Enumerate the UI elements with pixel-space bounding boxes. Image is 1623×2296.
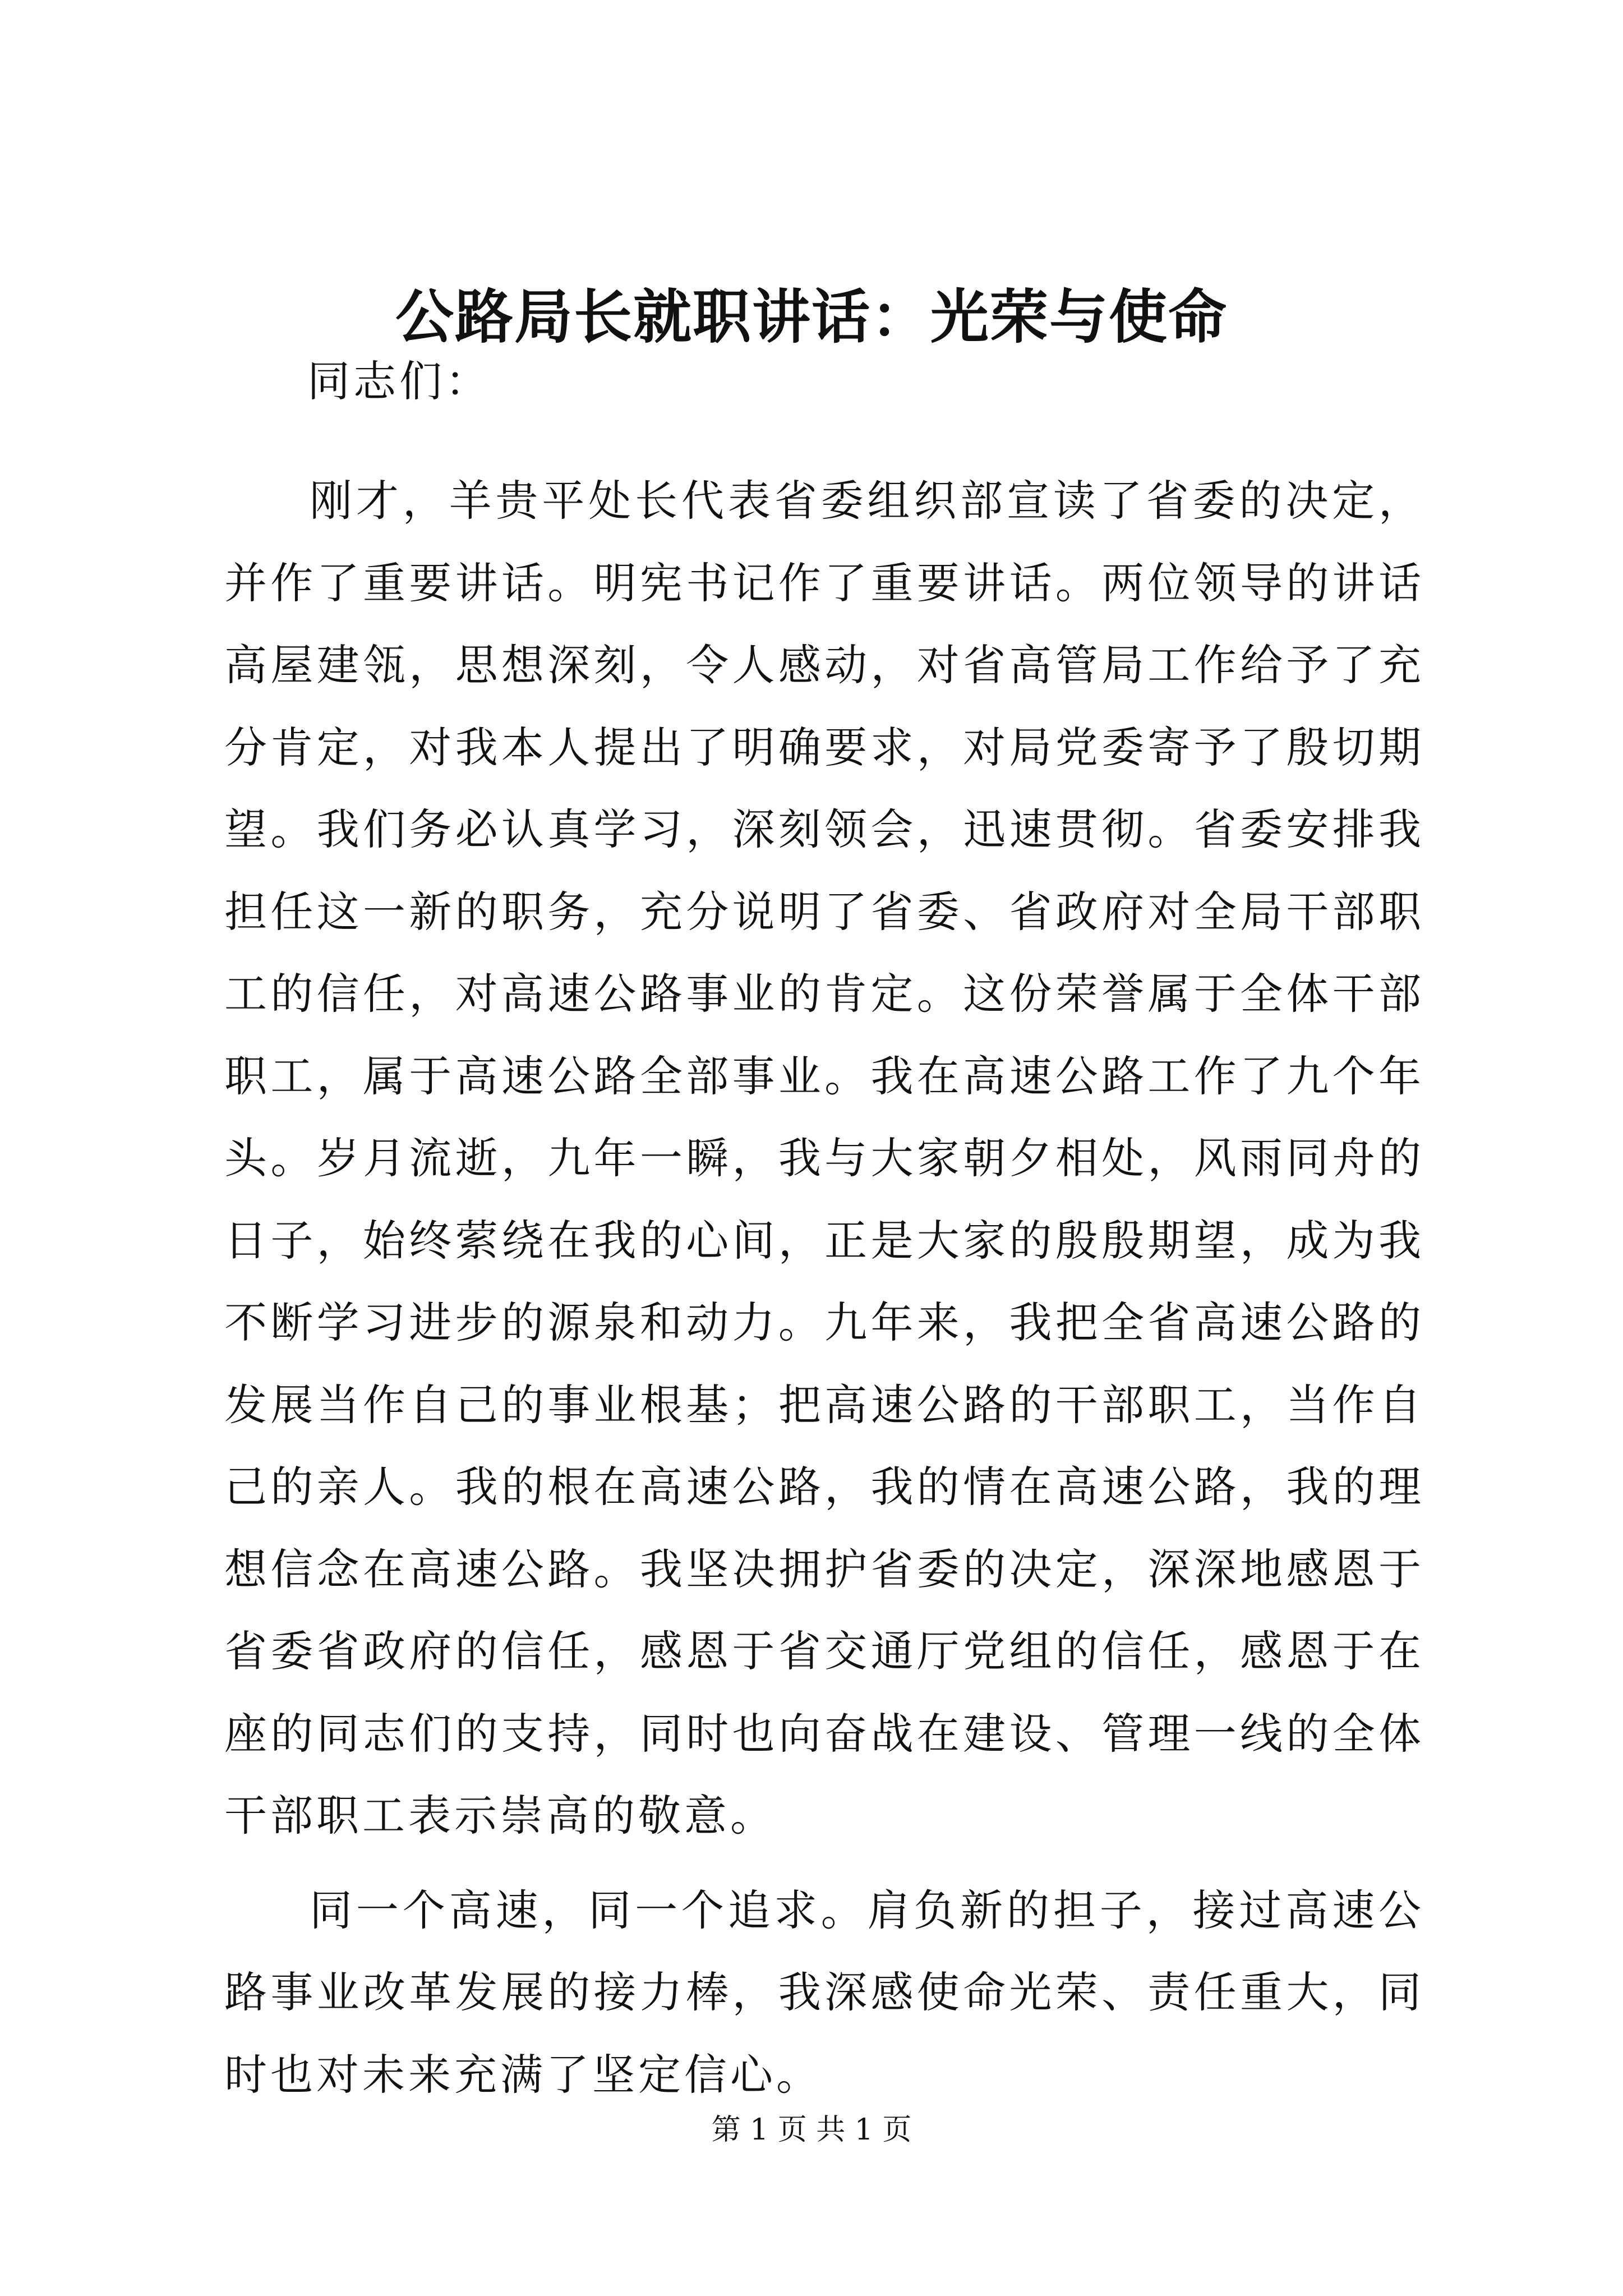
salutation: 同志们： (307, 356, 491, 406)
page-footer: 第 1 页 共 1 页 (711, 2113, 912, 2147)
document-body (224, 460, 1424, 2116)
paragraph-1: 刚才，羊贵平处长代表省委组织部宣读了省委的决定，并作了重要讲话。明宪书记作了重要讲话。两位领导的讲话高屋建瓴，思想深刻，令人感动，对省高管局工作给予了充分肯定，对我本人提出了明确要求，对局党委寄予了殷切期望。我们务必认真学习，深刻领会，迅速贯彻。省委安排我担任这一新的职务，充分说明了省委、省政府对全局干部职工的信任，对高速公路事业的肯定。这份荣誉属于全体干部职工，属于高速公路全部事业。我在高速公路工作了九个年头。岁月流逝，九年一瞬，我与大家朝夕相处，风雨同舟的日子，始终萦绕在我的心间，正是大家的殷殷期望，成为我不断学习进步的源泉和动力。九年来，我把全省高速公路的发展当作自己的事业根基；把高速公路的干部职工，当作自己的亲人。我的根在高速公路，我的情在高速公路，我的理想信念在高速公路。我坚决拥护省委的决定，深深地感恩于省委省政府的信任，感恩于省交通厅党组的信任，感恩于在座的同志们的支持，同时也向奋战在建设、管理一线的全体干部职工表示崇高的敬意。 (224, 476, 1424, 1841)
document-title: 公路局长就职讲话：光荣与使命 (395, 282, 1228, 351)
paragraph-2: 同一个高速，同一个追求。肩负新的担子，接过高速公路事业改革发展的接力棒，我深感使命光荣、责任重大，同时也对未来充满了坚定信心。 (224, 1885, 1424, 2100)
